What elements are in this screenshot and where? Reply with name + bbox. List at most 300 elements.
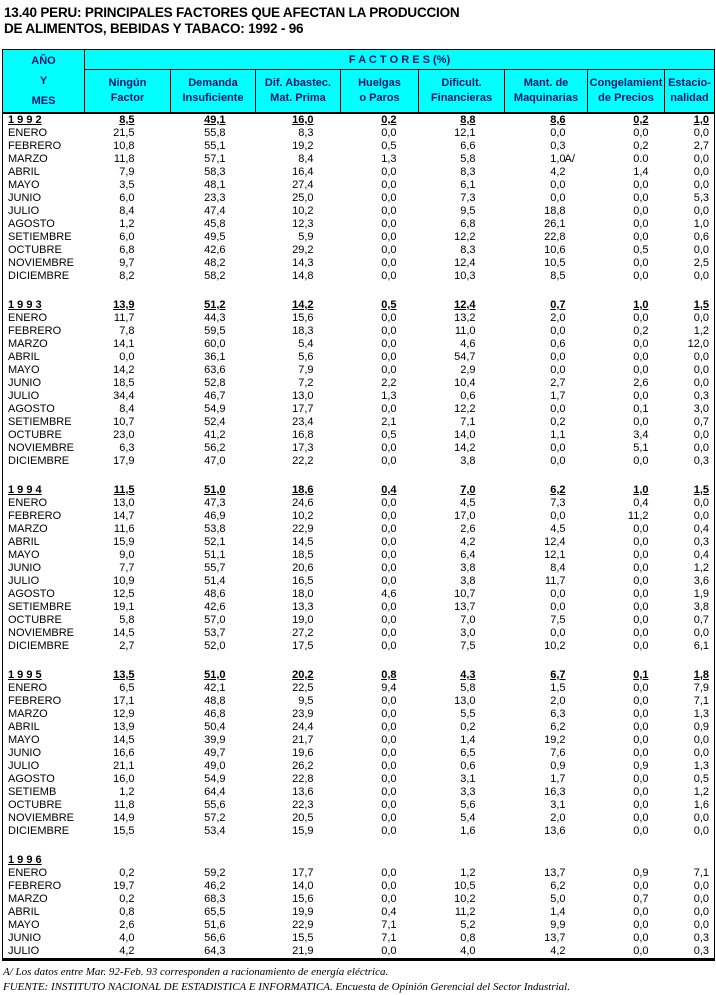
month-value: 4,2 <box>550 945 566 957</box>
corner-line: Y <box>39 75 48 87</box>
month-value: 0,9 <box>633 867 649 879</box>
month-label: JULIO <box>8 760 40 772</box>
month-value: 0,4 <box>693 523 709 535</box>
month-value: 8,4 <box>119 403 135 415</box>
month-value: 17,5 <box>292 640 314 652</box>
month-value: 0,0 <box>381 562 397 574</box>
month-value: 21,5 <box>113 127 135 139</box>
month-value: 13,9 <box>113 721 135 733</box>
month-value: 47,4 <box>204 205 226 217</box>
year-value: 0,2 <box>633 114 649 126</box>
month-label: OCTUBRE <box>8 244 62 256</box>
month-value: 60,0 <box>204 338 226 350</box>
month-value: 0,3 <box>693 945 709 957</box>
month-value: 7,1 <box>381 932 397 944</box>
year-value: 16,0 <box>292 114 314 126</box>
corner-cell-ano-y-mes <box>3 50 85 114</box>
month-value: 23,3 <box>204 192 226 204</box>
month-value: 0,0 <box>633 312 649 324</box>
month-row <box>3 536 715 549</box>
month-label: MAYO <box>8 734 40 746</box>
month-value: 3,6 <box>693 575 709 587</box>
month-value: 0,0 <box>381 880 397 892</box>
month-value: 5,9 <box>298 231 314 243</box>
month-value: 0,0 <box>633 799 649 811</box>
month-value: 5,8 <box>119 614 135 626</box>
month-value: 4,5 <box>550 523 566 535</box>
month-label: ENERO <box>8 497 48 509</box>
month-value: 0,0 <box>693 919 709 931</box>
month-label: DICIEMBRE <box>8 640 70 652</box>
month-value: 0,0 <box>633 695 649 707</box>
footnote-line-2: FUENTE: INSTITUTO NACIONAL DE ESTADISTICA E INFORMATICA. Encuesta de Opinión Gerencial del Sector Industrial. <box>3 981 570 993</box>
month-value: 0,0 <box>381 867 397 879</box>
month-value: 16,6 <box>113 747 135 759</box>
month-value: 17,9 <box>113 455 135 467</box>
month-value: 7,3 <box>460 192 476 204</box>
month-value: 14,0 <box>292 880 314 892</box>
month-value: 25,0 <box>292 192 314 204</box>
month-value: 2,6 <box>119 919 135 931</box>
month-row <box>3 786 715 799</box>
month-row <box>3 708 715 721</box>
month-value: 0,0 <box>693 442 709 454</box>
month-value: 3,4 <box>633 429 649 441</box>
month-value: 0,0 <box>693 747 709 759</box>
month-value: 0,0 <box>633 682 649 694</box>
month-value: 1,4 <box>460 734 476 746</box>
month-value: 19,1 <box>113 601 135 613</box>
corner-line: MES <box>31 95 56 107</box>
month-value: 3,1 <box>460 773 476 785</box>
month-value: 1,0 <box>550 153 566 165</box>
year-value: 4,3 <box>460 669 476 681</box>
month-value: 0,0 <box>633 945 649 957</box>
month-value: 7,3 <box>550 497 566 509</box>
month-value: 14,3 <box>292 257 314 269</box>
month-value: 10,7 <box>113 416 135 428</box>
month-value: 0,5 <box>693 773 709 785</box>
month-value: 11,8 <box>113 153 135 165</box>
month-value: 0,0 <box>550 403 566 415</box>
month-label: JUNIO <box>8 562 41 574</box>
month-value: 0,5 <box>633 244 649 256</box>
month-value: 0,0 <box>693 205 709 217</box>
month-row <box>3 640 715 653</box>
month-value: 0,0 <box>693 153 709 165</box>
month-value: 9,7 <box>119 257 135 269</box>
month-value: 57,2 <box>204 812 226 824</box>
month-value: 0,0 <box>633 786 649 798</box>
title-line-1: 13.40 PERU: PRINCIPALES FACTORES QUE AFECTAN LA PRODUCCION <box>4 5 460 20</box>
month-value: 0,0 <box>381 455 397 467</box>
month-value: 0,0 <box>633 640 649 652</box>
month-value: 0,0 <box>633 588 649 600</box>
month-value: 42,6 <box>204 244 226 256</box>
month-value: 10,4 <box>454 377 476 389</box>
month-value: 0,0 <box>693 627 709 639</box>
month-value: 13,0 <box>292 390 314 402</box>
month-value: 6,2 <box>550 880 566 892</box>
month-value: 14,5 <box>113 627 135 639</box>
month-value: 21,1 <box>113 760 135 772</box>
month-value: 1,3 <box>381 390 397 402</box>
month-value: 0,0 <box>381 257 397 269</box>
month-value: 13,2 <box>454 312 476 324</box>
month-value: 0,0 <box>633 932 649 944</box>
month-value: 0,7 <box>693 416 709 428</box>
month-value: 5,3 <box>693 192 709 204</box>
year-value: 1,0 <box>633 299 649 311</box>
month-value: 0,0 <box>633 880 649 892</box>
month-value: 3,8 <box>460 455 476 467</box>
month-value: 8,4 <box>550 562 566 574</box>
month-value: 58,3 <box>204 166 226 178</box>
month-value: 17,0 <box>454 510 476 522</box>
month-value: 6,3 <box>119 442 135 454</box>
month-value: 7,6 <box>550 747 566 759</box>
month-value: 0,0 <box>550 442 566 454</box>
month-value: 6,6 <box>460 140 476 152</box>
year-value <box>588 854 665 867</box>
month-value: 7,9 <box>119 166 135 178</box>
month-value: 9,5 <box>460 205 476 217</box>
month-value: 0,4 <box>381 906 397 918</box>
month-value: 0,0 <box>381 523 397 535</box>
year-value <box>85 854 171 867</box>
month-value: 16,4 <box>292 166 314 178</box>
year-value: 49,1 <box>204 114 226 126</box>
month-value: 6,2 <box>550 721 566 733</box>
month-row <box>3 549 715 562</box>
year-value: 51,0 <box>204 484 226 496</box>
month-row <box>3 812 715 825</box>
month-value: 0,0 <box>381 403 397 415</box>
month-value: 5,6 <box>460 799 476 811</box>
month-value: 0,0 <box>633 536 649 548</box>
column-header-dificult-financieras: Dificult. Financieras <box>419 70 505 114</box>
month-value: 0,0 <box>633 562 649 574</box>
month-value: 2,5 <box>693 257 709 269</box>
month-value: 0,3 <box>693 455 709 467</box>
month-value: 44,3 <box>204 312 226 324</box>
month-value: 0,6 <box>460 760 476 772</box>
month-value: 0,0 <box>693 880 709 892</box>
month-value: 47,0 <box>204 455 226 467</box>
month-value: 15,6 <box>292 893 314 905</box>
month-value: 54,7 <box>454 351 476 363</box>
month-row <box>3 257 715 270</box>
month-value: 14,5 <box>113 734 135 746</box>
month-value: 0,0 <box>693 351 709 363</box>
month-value: 0,0 <box>633 549 649 561</box>
year-value: 6,2 <box>550 484 566 496</box>
month-value: 7,5 <box>460 640 476 652</box>
year-value: 1,5 <box>693 484 709 496</box>
corner-line: AÑO <box>31 55 56 67</box>
month-label: FEBRERO <box>8 140 62 152</box>
month-value: 15,9 <box>113 536 135 548</box>
month-value: 8,5 <box>550 270 566 282</box>
month-row <box>3 880 715 893</box>
month-value: 0,5 <box>381 429 397 441</box>
month-value: 0,0 <box>550 351 566 363</box>
month-value: 12,3 <box>292 218 314 230</box>
month-row <box>3 867 715 880</box>
month-value: 0,0 <box>381 497 397 509</box>
month-value: 0,0 <box>633 627 649 639</box>
month-value: 0,9 <box>550 760 566 772</box>
month-value: 0,0 <box>381 695 397 707</box>
month-value: 4,2 <box>460 536 476 548</box>
month-row <box>3 906 715 919</box>
month-value: 18,8 <box>544 205 566 217</box>
month-value: 0,0 <box>381 734 397 746</box>
column-header-congelamient-de-precios: Congelamient de Precios <box>588 70 665 114</box>
month-value: 59,2 <box>204 867 226 879</box>
month-value: 5,4 <box>460 812 476 824</box>
month-value: 10,6 <box>544 244 566 256</box>
month-value: 0,0 <box>693 429 709 441</box>
month-row <box>3 734 715 747</box>
month-value: 11,6 <box>113 523 135 535</box>
month-value: 14,9 <box>113 812 135 824</box>
month-value: 0,0 <box>381 192 397 204</box>
month-value: 0,0 <box>381 244 397 256</box>
month-value: 27,4 <box>292 179 314 191</box>
month-value: 0,0 <box>633 906 649 918</box>
month-value: 0,0 <box>381 536 397 548</box>
month-value: 15,9 <box>292 825 314 837</box>
month-value: 1,2 <box>693 786 709 798</box>
month-row <box>3 351 715 364</box>
month-value: 0,0 <box>381 510 397 522</box>
month-value: 0,8 <box>119 906 135 918</box>
month-value: 11,2 <box>454 906 476 918</box>
year-value: 6,7 <box>550 669 566 681</box>
month-value: 0,0 <box>550 601 566 613</box>
month-label: AGOSTO <box>8 403 55 415</box>
month-value: 1,4 <box>550 906 566 918</box>
month-value: 13,6 <box>544 825 566 837</box>
month-value: 50,4 <box>204 721 226 733</box>
month-row <box>3 218 715 231</box>
month-value: 0,0 <box>633 708 649 720</box>
month-value: 12,4 <box>544 536 566 548</box>
month-label: ENERO <box>8 867 48 879</box>
month-value: 0,0 <box>693 364 709 376</box>
month-value: 0,8 <box>460 932 476 944</box>
month-value: 0,0 <box>693 127 709 139</box>
month-value: 3,8 <box>460 562 476 574</box>
month-value: 1,3 <box>693 708 709 720</box>
month-value: 14,8 <box>292 270 314 282</box>
month-value: 0,0 <box>633 338 649 350</box>
month-value: 11,7 <box>113 312 135 324</box>
month-value: 2,6 <box>633 377 649 389</box>
month-value: 42,1 <box>204 682 226 694</box>
month-value: 46,9 <box>204 510 226 522</box>
year-label: 1 9 9 6 <box>8 854 42 866</box>
month-label: ENERO <box>8 312 48 324</box>
month-label: NOVIEMBRE <box>8 442 75 454</box>
month-value: 10,3 <box>454 270 476 282</box>
month-value: 1,7 <box>550 390 566 402</box>
footnote-marker: A/ <box>564 153 575 165</box>
month-value: 16,8 <box>292 429 314 441</box>
month-label: JULIO <box>8 390 40 402</box>
month-value: 36,1 <box>204 351 226 363</box>
month-value: 22,9 <box>292 919 314 931</box>
month-value: 0,0 <box>550 192 566 204</box>
month-value: 49,7 <box>204 747 226 759</box>
month-value: 17,3 <box>292 442 314 454</box>
year-value: 20,2 <box>292 669 314 681</box>
month-value: 8,4 <box>298 153 314 165</box>
month-value: 6,1 <box>460 179 476 191</box>
month-label: NOVIEMBRE <box>8 627 75 639</box>
month-row <box>3 338 715 351</box>
year-value: 1,8 <box>693 669 709 681</box>
month-value: 0,0 <box>381 312 397 324</box>
month-value: 0,0 <box>381 218 397 230</box>
month-value: 12,0 <box>687 338 709 350</box>
month-value: 0,0 <box>381 945 397 957</box>
month-value: 52,1 <box>204 536 226 548</box>
month-label: ABRIL <box>8 906 40 918</box>
month-label: NOVIEMBRE <box>8 257 75 269</box>
year-value: 1,5 <box>693 299 709 311</box>
month-value: 1,0 <box>693 218 709 230</box>
year-value: 11,5 <box>113 484 135 496</box>
month-value: 4,6 <box>381 588 397 600</box>
month-value: 0,0 <box>633 919 649 931</box>
month-value: 2,1 <box>381 416 397 428</box>
month-value: 46,2 <box>204 880 226 892</box>
month-value: 0,0 <box>381 812 397 824</box>
month-value: 0,6 <box>460 390 476 402</box>
month-value: 0,9 <box>693 721 709 733</box>
month-value: 14,7 <box>113 510 135 522</box>
month-value: 49,0 <box>204 760 226 772</box>
month-value: 2,0 <box>550 812 566 824</box>
month-value: 4,0 <box>460 945 476 957</box>
month-value: 45,8 <box>204 218 226 230</box>
month-value: 23,0 <box>113 429 135 441</box>
column-header-huelgas-o-paros: Huelgas o Paros <box>341 70 419 114</box>
month-value: 0,0 <box>633 747 649 759</box>
month-value: 0,0 <box>550 588 566 600</box>
month-value: 0,2 <box>633 140 649 152</box>
month-value: 0,0 <box>381 825 397 837</box>
year-value: 0,2 <box>381 114 397 126</box>
month-value: 7,1 <box>693 695 709 707</box>
month-label: MAYO <box>8 549 40 561</box>
month-value: 17,7 <box>292 403 314 415</box>
month-value: 53,4 <box>204 825 226 837</box>
month-value: 0,0 <box>693 166 709 178</box>
month-value: 13,7 <box>544 932 566 944</box>
month-value: 0,0 <box>633 812 649 824</box>
month-value: 18,0 <box>292 588 314 600</box>
month-value: 64,3 <box>204 945 226 957</box>
month-value: 0,0 <box>381 627 397 639</box>
month-value: 10,9 <box>113 575 135 587</box>
month-value: 5,6 <box>298 351 314 363</box>
year-summary-row <box>3 299 715 312</box>
month-value: 58,2 <box>204 270 226 282</box>
month-row <box>3 601 715 614</box>
year-value: 8,5 <box>119 114 135 126</box>
footnotes <box>3 965 716 995</box>
month-value: 7,2 <box>298 377 314 389</box>
month-row <box>3 416 715 429</box>
month-value: 52,8 <box>204 377 226 389</box>
month-value: 48,6 <box>204 588 226 600</box>
month-value: 0,0 <box>550 364 566 376</box>
month-value: 2,7 <box>550 377 566 389</box>
month-value: 7,0 <box>460 614 476 626</box>
month-value: 19,7 <box>113 880 135 892</box>
month-row <box>3 403 715 416</box>
month-row <box>3 312 715 325</box>
year-value: 1,0 <box>633 484 649 496</box>
year-summary-row <box>3 669 715 682</box>
month-value: 5,2 <box>460 919 476 931</box>
month-value: 0,5 <box>381 140 397 152</box>
year-value <box>419 854 505 867</box>
month-value: 1,1 <box>550 429 566 441</box>
month-value: 24,6 <box>292 497 314 509</box>
month-value: 52,0 <box>204 640 226 652</box>
month-value: 6,1 <box>693 640 709 652</box>
month-value: 0,0 <box>381 799 397 811</box>
month-value: 1,3 <box>693 760 709 772</box>
month-value: 13,7 <box>454 601 476 613</box>
month-label: AGOSTO <box>8 773 55 785</box>
month-row <box>3 747 715 760</box>
month-value: 0,0 <box>381 747 397 759</box>
month-row <box>3 205 715 218</box>
year-value <box>341 854 419 867</box>
month-value: 14,2 <box>113 364 135 376</box>
month-label: MARZO <box>8 338 48 350</box>
month-row <box>3 825 715 838</box>
month-label: JUNIO <box>8 932 41 944</box>
month-value: 9,4 <box>381 682 397 694</box>
month-value: 0,0 <box>633 270 649 282</box>
month-value: 1,3 <box>381 153 397 165</box>
month-value: 0,0 <box>381 786 397 798</box>
year-value: 51,2 <box>204 299 226 311</box>
month-label: JULIO <box>8 205 40 217</box>
month-row <box>3 945 715 960</box>
block-gap-row <box>3 838 715 854</box>
month-value: 7,7 <box>119 562 135 574</box>
month-value: 0,0 <box>381 721 397 733</box>
year-value <box>256 854 341 867</box>
month-value: 0,3 <box>550 140 566 152</box>
month-value: 0,0 <box>633 364 649 376</box>
month-value: 48,2 <box>204 257 226 269</box>
month-value: 9,9 <box>550 919 566 931</box>
month-value: 0,0 <box>381 575 397 587</box>
month-value: 2,9 <box>460 364 476 376</box>
month-value: 1,2 <box>119 218 135 230</box>
month-row <box>3 192 715 205</box>
month-value: 0,0 <box>693 497 709 509</box>
month-value: 0,0 <box>633 416 649 428</box>
